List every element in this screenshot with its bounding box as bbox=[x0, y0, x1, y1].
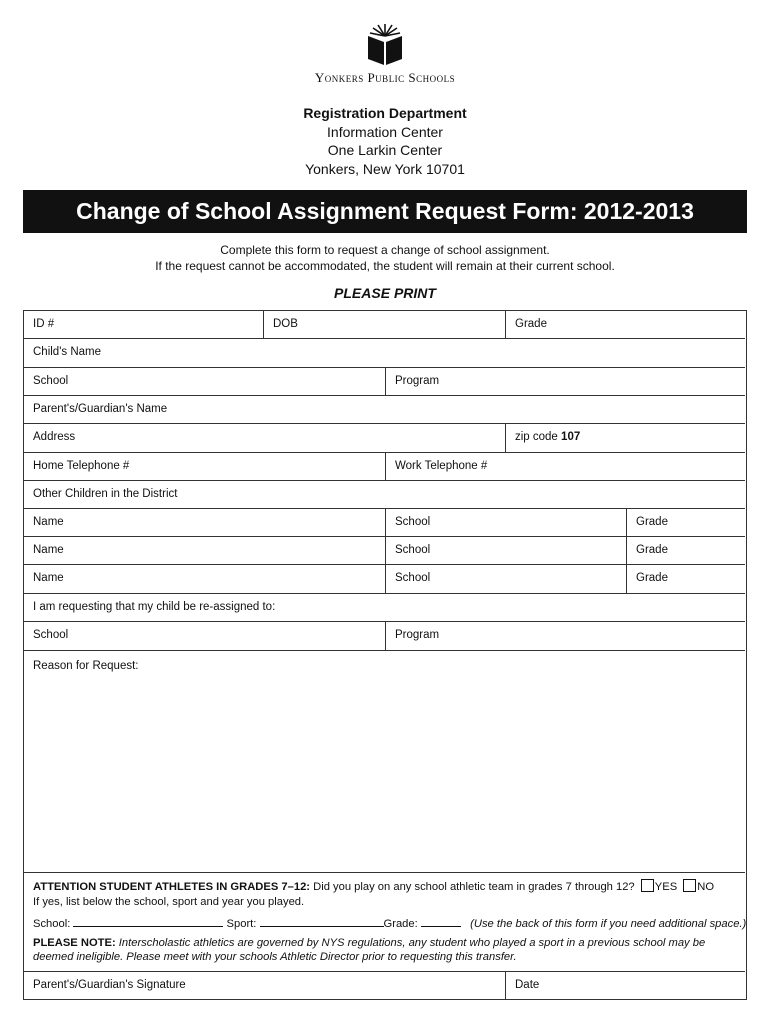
athletes-heading: ATTENTION STUDENT ATHLETES IN GRADES 7–12: bbox=[33, 881, 311, 893]
athlete-sport-input[interactable] bbox=[260, 917, 384, 927]
program-field[interactable]: Program bbox=[395, 375, 440, 387]
athletes-question: Did you play on any school athletic team in grades 7 through 12? bbox=[313, 881, 635, 893]
form-row bbox=[24, 311, 745, 339]
athlete-school-input[interactable] bbox=[73, 917, 223, 927]
form-row bbox=[24, 368, 745, 396]
form-row bbox=[24, 453, 745, 481]
yes-checkbox[interactable] bbox=[641, 879, 654, 892]
sibling-grade-field[interactable]: Grade bbox=[636, 572, 668, 584]
athlete-school-label: School: bbox=[33, 918, 71, 930]
form-row bbox=[24, 396, 745, 424]
athlete-grade-label: Grade: bbox=[383, 918, 418, 930]
athlete-sport-label: Sport: bbox=[226, 918, 257, 930]
form-row bbox=[24, 424, 745, 453]
athletes-instruction: If yes, list below the school, sport and year you played. bbox=[33, 896, 305, 908]
grade-field[interactable]: Grade bbox=[515, 318, 547, 330]
form-row bbox=[24, 481, 745, 509]
please-note bbox=[33, 936, 736, 964]
form-row bbox=[24, 339, 745, 368]
school-field[interactable]: School bbox=[24, 368, 386, 395]
new-program-field[interactable]: Program bbox=[395, 629, 440, 641]
form-row bbox=[24, 565, 745, 594]
form-row bbox=[24, 622, 745, 651]
please-note-text: Interscholastic athletics are governed by NYS regulations, any student who played a sport in a previous school may be deemed ineligible. Please meet with your schools Athletic Director prior to requesting this transfer. bbox=[33, 937, 706, 963]
address-line: One Larkin Center bbox=[327, 142, 443, 158]
zip-code-field[interactable] bbox=[506, 424, 745, 452]
address-field[interactable]: Address bbox=[24, 424, 506, 452]
logo bbox=[0, 22, 770, 86]
date-field[interactable]: Date bbox=[515, 979, 540, 991]
form-instructions bbox=[0, 242, 770, 274]
sibling-grade-field[interactable]: Grade bbox=[636, 516, 668, 528]
sibling-name-field[interactable]: Name bbox=[24, 509, 386, 536]
signature-field[interactable]: Parent's/Guardian's Signature bbox=[24, 972, 506, 999]
parent-name-field[interactable]: Parent's/Guardian's Name bbox=[33, 403, 168, 415]
please-note-label: PLEASE NOTE: bbox=[33, 937, 116, 949]
yes-label: YES bbox=[654, 881, 678, 893]
open-book-sunburst-icon bbox=[365, 22, 405, 66]
home-telephone-field[interactable]: Home Telephone # bbox=[24, 453, 386, 480]
instruction-line: Complete this form to request a change of school assignment. bbox=[220, 243, 550, 257]
sibling-school-field[interactable]: School bbox=[386, 537, 627, 564]
zip-code-prefix: 107 bbox=[561, 431, 581, 443]
please-print-label: PLEASE PRINT bbox=[334, 285, 436, 301]
address-line: Information Center bbox=[327, 123, 443, 140]
form-row bbox=[24, 594, 745, 622]
work-telephone-field[interactable]: Work Telephone # bbox=[395, 460, 488, 472]
childs-name-field[interactable]: Child's Name bbox=[33, 346, 102, 358]
instruction-line: If the request cannot be accommodated, the student will remain at their current school. bbox=[155, 259, 615, 273]
org-name: Yonkers Public Schools bbox=[314, 70, 456, 85]
back-of-form-note: (Use the back of this form if you need additional space.) bbox=[470, 918, 747, 930]
sibling-name-field[interactable]: Name bbox=[24, 537, 386, 564]
sibling-grade-field[interactable]: Grade bbox=[636, 544, 668, 556]
other-children-label: Other Children in the District bbox=[33, 488, 178, 500]
athlete-history-line bbox=[33, 917, 747, 932]
reassign-label: I am requesting that my child be re-assigned to: bbox=[33, 601, 276, 613]
address-line: Yonkers, New York 10701 bbox=[305, 160, 465, 177]
department-address bbox=[0, 104, 770, 178]
form-row bbox=[24, 972, 745, 999]
no-checkbox[interactable] bbox=[683, 879, 696, 892]
form-row bbox=[24, 537, 745, 565]
form-row bbox=[24, 651, 745, 873]
sibling-school-field[interactable]: School bbox=[386, 565, 627, 593]
request-form bbox=[23, 310, 747, 1000]
form-title: Change of School Assignment Request Form: 2012-2013 bbox=[23, 190, 747, 233]
zip-code-label: zip code bbox=[515, 431, 558, 443]
form-row bbox=[24, 509, 745, 537]
athlete-question-line bbox=[33, 879, 736, 895]
dob-field[interactable]: DOB bbox=[264, 311, 506, 338]
reason-for-request-field[interactable]: Reason for Request: bbox=[33, 660, 139, 672]
department-name: Registration Department bbox=[303, 105, 467, 121]
sibling-school-field[interactable]: School bbox=[386, 509, 627, 536]
no-label: NO bbox=[697, 881, 715, 893]
sibling-name-field[interactable]: Name bbox=[24, 565, 386, 593]
id-field[interactable]: ID # bbox=[24, 311, 264, 338]
new-school-field[interactable]: School bbox=[24, 622, 386, 650]
athletes-section bbox=[24, 873, 745, 972]
athlete-grade-input[interactable] bbox=[421, 917, 461, 927]
